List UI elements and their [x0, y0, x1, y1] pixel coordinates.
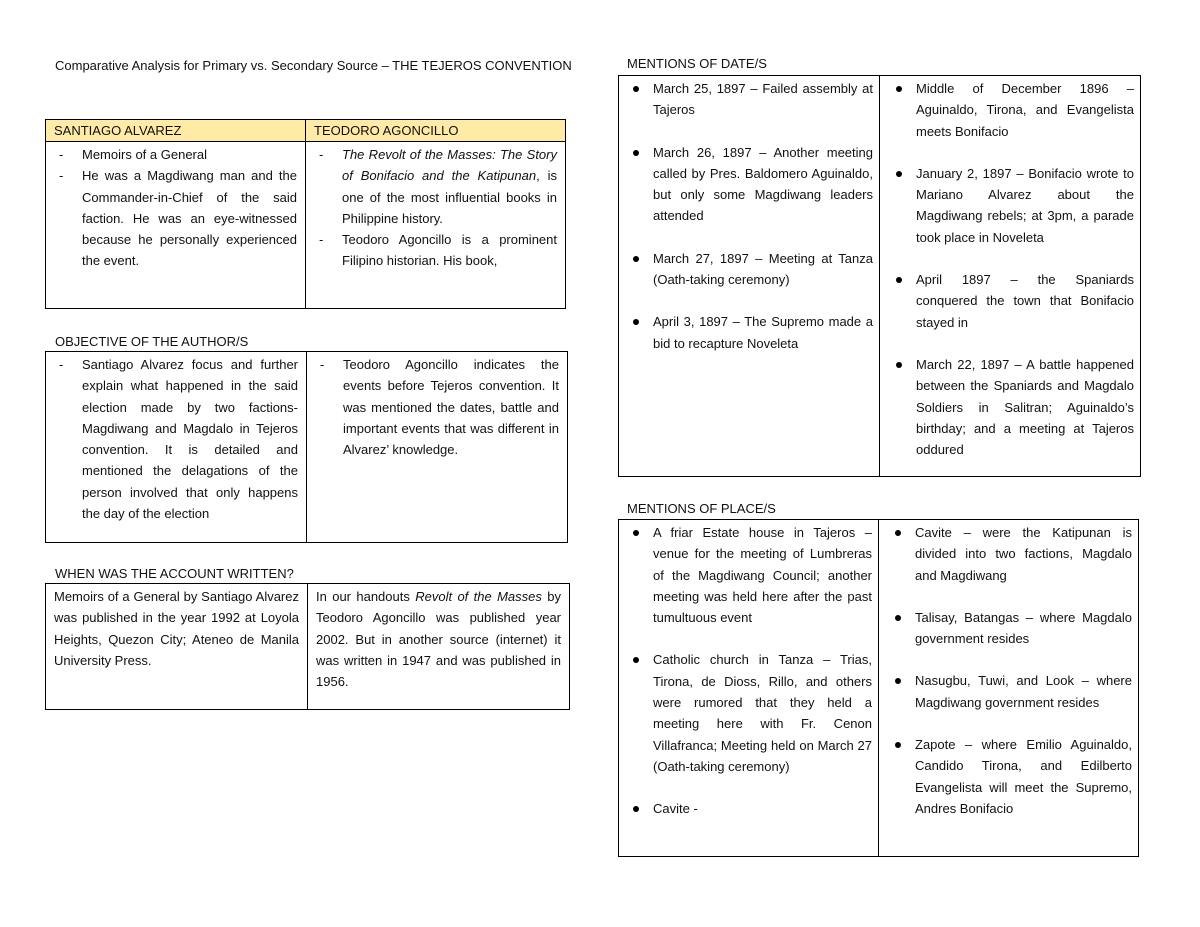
dates-heading: MENTIONS OF DATE/S [627, 56, 767, 71]
when-right-post: by Teodoro Agoncillo was published year 2002. But in another source (internet) it was written in 1947 and was published in 1956. [316, 589, 562, 690]
places-table [618, 519, 1139, 857]
when-left-cell: Memoirs of a General by Santiago Alvarez was published in the year 1992 at Loyola Heights, Quezon City; Ateneo de Manila University Press. [46, 584, 308, 710]
alvarez-point: - He was a Magdiwang man and the Commander-in-Chief of the said faction. He was an eye-witnessed because he personally experienced the event. [54, 165, 297, 271]
place-item: Zapote – where Emilio Aguinaldo, Candido Tirona, and Edilberto Evangelista will meet the Supremo, Andres Bonifacio [889, 734, 1132, 819]
place-item: Cavite - [627, 798, 872, 819]
objective-left-text: - Santiago Alvarez focus and further explain what happened in the said election made by two factions- Magdiwang and Magdalo in Tejeros convention. It is detailed and mentioned the delagations of the person involved that only happens the day of the election [54, 354, 298, 524]
authors-table [45, 119, 566, 309]
dates-left-cell [619, 76, 880, 477]
book-description: , is one of the most influential books in Philippine history. [342, 168, 557, 226]
date-item: March 26, 1897 – Another meeting called by Pres. Baldomero Aguinaldo, but only some Magdiwang leaders attended [627, 142, 873, 227]
when-right-cell [308, 584, 570, 710]
dates-right-cell [880, 76, 1141, 477]
date-item: March 22, 1897 – A battle happened between the Spaniards and Magdalo Soldiers in Salitran; Aguinaldo’s birthday; and a meeting at Tajeros oddured [890, 354, 1134, 460]
place-item: Cavite – were the Katipunan is divided into two factions, Magdalo and Magdiwang [889, 522, 1132, 586]
when-table [45, 583, 570, 710]
places-right-cell [879, 520, 1139, 857]
places-heading: MENTIONS OF PLACE/S [627, 501, 776, 516]
book-title: Revolt of the Masses [415, 589, 542, 604]
book-title: The Revolt of the Masses: The Story of Bonifacio and the Katipunan [342, 147, 557, 184]
agoncillo-cell [306, 142, 566, 309]
when-heading: WHEN WAS THE ACCOUNT WRITTEN? [55, 566, 294, 581]
objective-heading: OBJECTIVE OF THE AUTHOR/S [55, 334, 249, 349]
agoncillo-point [314, 144, 557, 229]
place-item: Talisay, Batangas – where Magdalo government resides [889, 607, 1132, 650]
place-item: Nasugbu, Tuwi, and Look – where Magdiwang government resides [889, 670, 1132, 713]
date-item: March 27, 1897 – Meeting at Tanza (Oath-taking ceremony) [627, 248, 873, 291]
agoncillo-point: - Teodoro Agoncillo is a prominent Filipino historian. His book, [314, 229, 557, 272]
date-item: Middle of December 1896 – Aguinaldo, Tirona, and Evangelista meets Bonifacio [890, 78, 1134, 142]
author-header-agoncillo: TEODORO AGONCILLO [306, 120, 566, 142]
alvarez-point: - Memoirs of a General [54, 144, 297, 165]
objective-right-cell [307, 352, 568, 543]
date-item: January 2, 1897 – Bonifacio wrote to Mariano Alvarez about the Magdiwang rebels; at 3pm, a parade took place in Noveleta [890, 163, 1134, 248]
places-left-cell [619, 520, 879, 857]
document-title: Comparative Analysis for Primary vs. Secondary Source – THE TEJEROS CONVENTION [55, 58, 572, 73]
dates-table [618, 75, 1141, 477]
objective-table [45, 351, 568, 543]
date-item: March 25, 1897 – Failed assembly at Tajeros [627, 78, 873, 121]
objective-right-text: - Teodoro Agoncillo indicates the events before Tejeros convention. It was mentioned the dates, battle and important events that was different in Alvarez’ knowledge. [315, 354, 559, 460]
when-right-pre: In our handouts [316, 589, 416, 604]
place-item: Catholic church in Tanza – Trias, Tirona, de Dioss, Rillo, and others were rumored that they held a meeting here with Fr. Cenon Villafranca; Meeting held on March 27 (Oath-taking ceremony) [627, 649, 872, 777]
date-item: April 1897 – the Spaniards conquered the town that Bonifacio stayed in [890, 269, 1134, 333]
objective-left-cell [46, 352, 307, 543]
place-item: A friar Estate house in Tajeros – venue for the meeting of Lumbreras of the Magdiwang Council; another meeting was held here after the past tumultuous event [627, 522, 872, 628]
alvarez-cell [46, 142, 306, 309]
author-header-alvarez: SANTIAGO ALVAREZ [46, 120, 306, 142]
date-item: April 3, 1897 – The Supremo made a bid to recapture Noveleta [627, 311, 873, 354]
